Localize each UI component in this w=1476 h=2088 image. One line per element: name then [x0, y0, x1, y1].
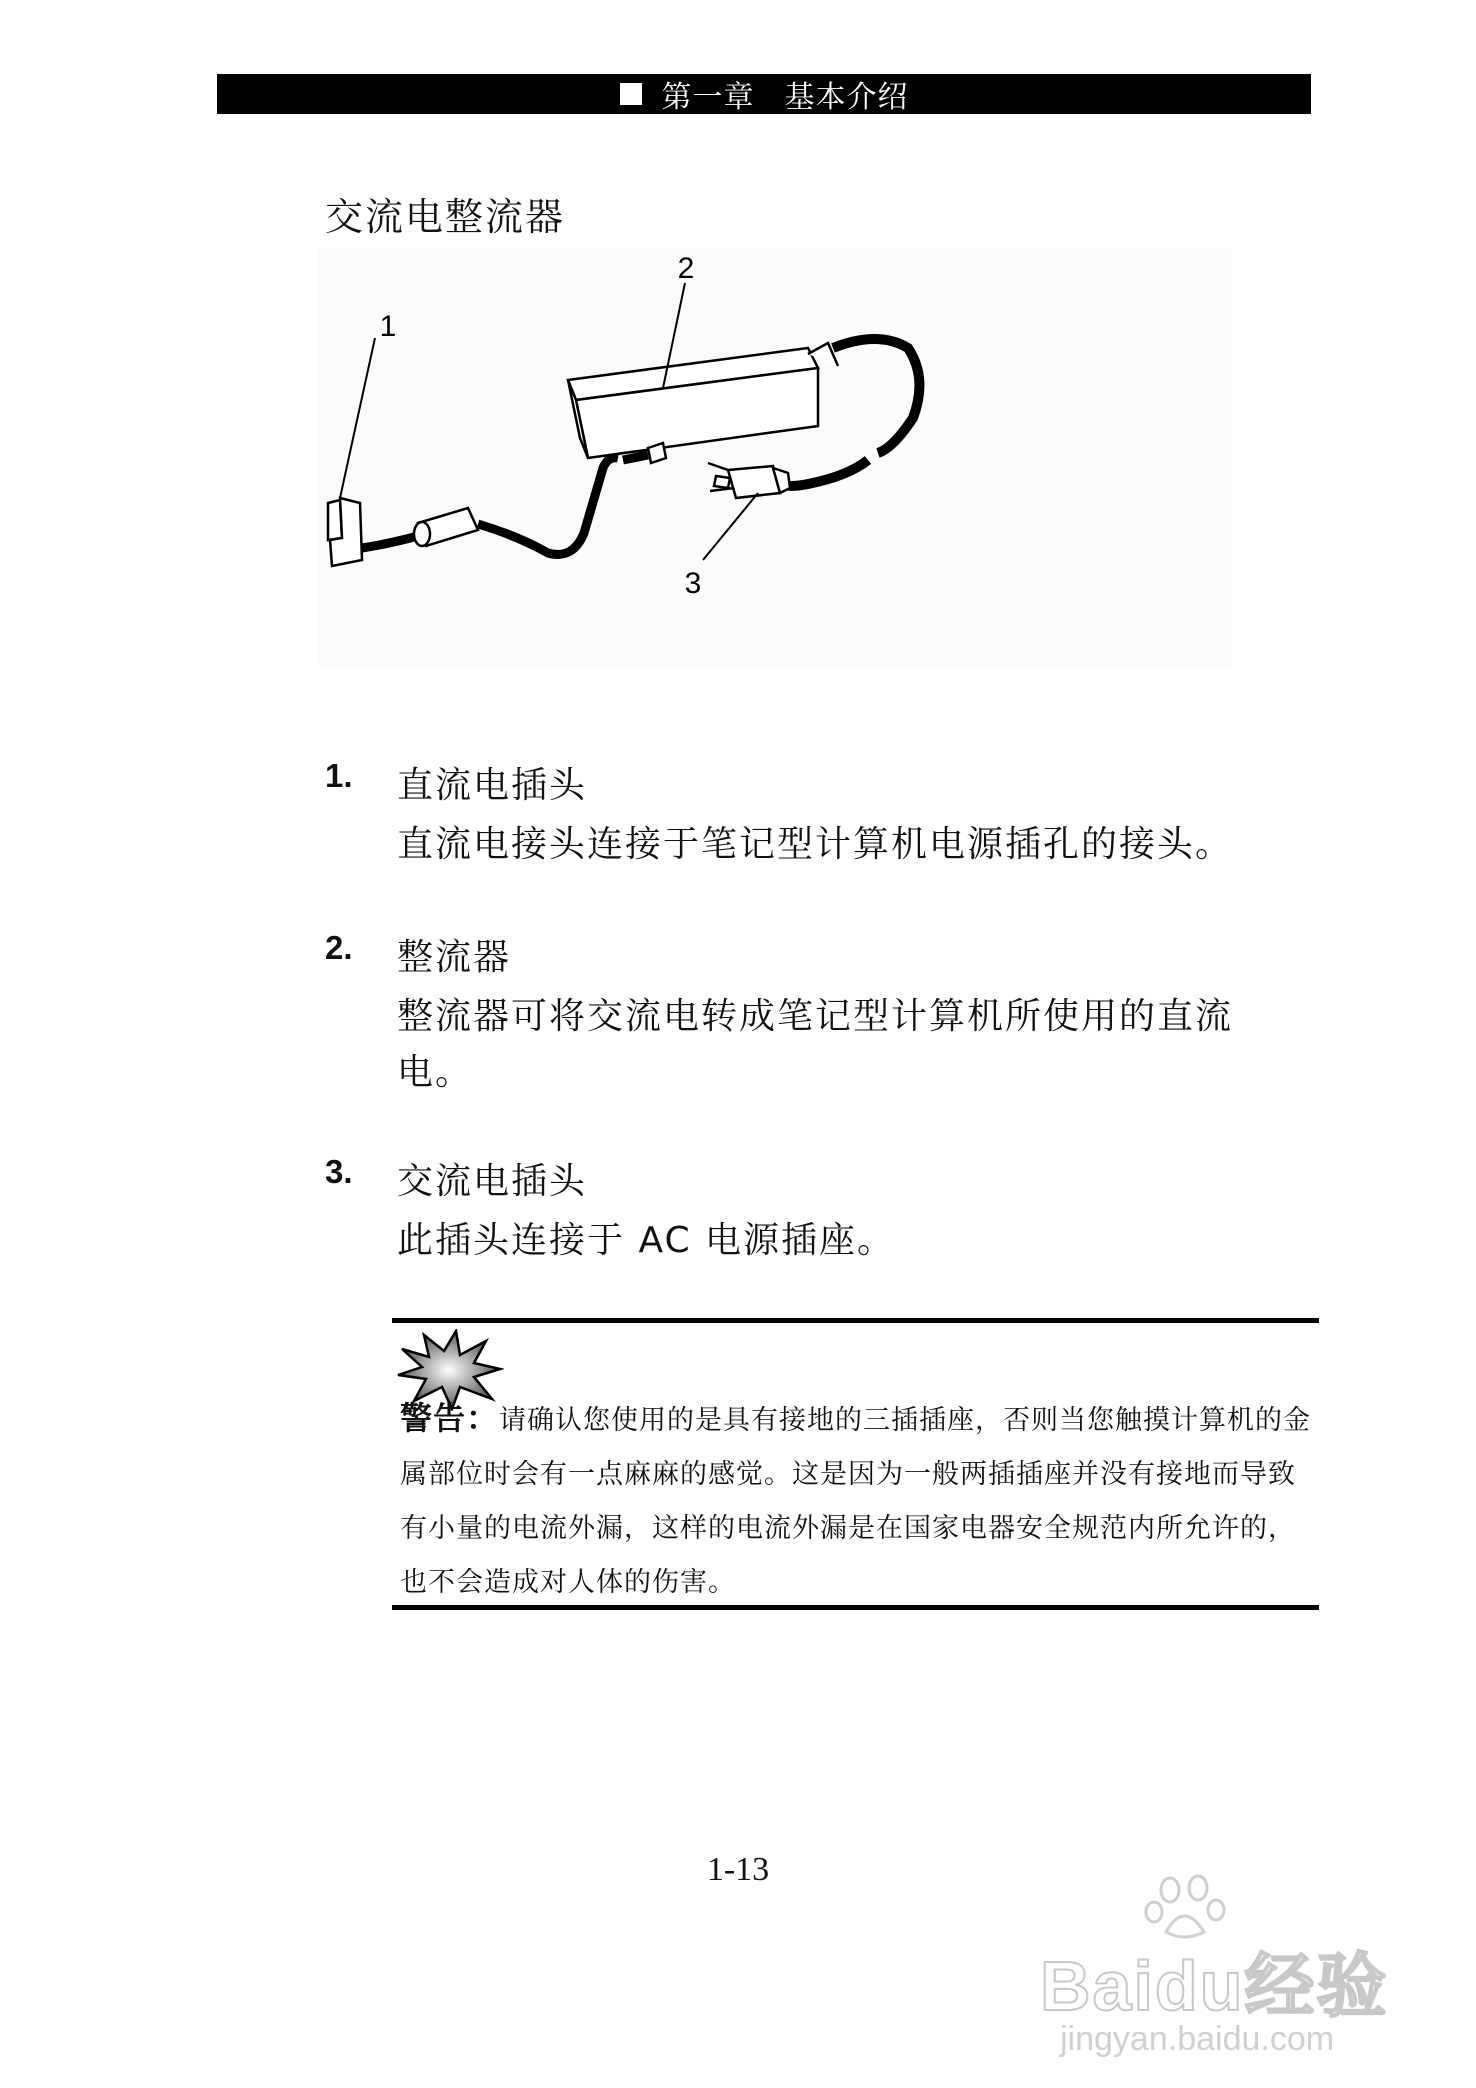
item-heading: 直流电插头	[397, 765, 588, 806]
dc-plug-icon	[328, 498, 362, 566]
callout-3: 3	[684, 567, 702, 600]
callout-2: 2	[677, 252, 695, 285]
warning-label: 警告：	[400, 1399, 500, 1437]
watermark-brand: Baidu经验	[1040, 1947, 1389, 2025]
item-body: 整流器可将交流电转成笔记型计算机所使用的直流电。	[397, 996, 1234, 1093]
warning-message: 请确认您使用的是具有接地的三插插座，否则当您触摸计算机的金属部位时会有一点麻麻的感觉。这是因为一般两插插座并没有接地而导致有小量的电流外漏，这样的电流外漏是在国家电器安全规范内所允许的，也不会造成对人体的伤害。	[400, 1405, 1312, 1598]
item-number: 2.	[325, 929, 353, 966]
page-number: 1-13	[706, 1851, 770, 1888]
section-title: 交流电整流器	[325, 195, 566, 239]
item-number: 1.	[325, 757, 353, 794]
square-bullet-icon	[620, 83, 642, 105]
item-heading: 交流电插头	[397, 1161, 588, 1202]
chapter-title: 基本介绍	[784, 80, 909, 115]
callout-1: 1	[379, 310, 397, 343]
item-number: 3.	[325, 1153, 353, 1190]
watermark-domain: jingyan.baidu.com	[1060, 2020, 1335, 2058]
warning-box	[392, 1318, 1319, 1610]
chapter-header	[217, 74, 1311, 114]
item-heading: 整流器	[397, 937, 512, 978]
baidu-watermark	[1040, 1870, 1460, 2080]
figure-background	[318, 248, 1233, 668]
ac-adapter-figure	[318, 248, 1233, 668]
item-body: 直流电接头连接于笔记型计算机电源插孔的接头。	[397, 824, 1234, 865]
chapter-number: 第一章	[661, 80, 755, 115]
item-body: 此插头连接于 AC 电源插座。	[397, 1220, 896, 1261]
warning-text-block	[400, 1391, 1312, 1610]
